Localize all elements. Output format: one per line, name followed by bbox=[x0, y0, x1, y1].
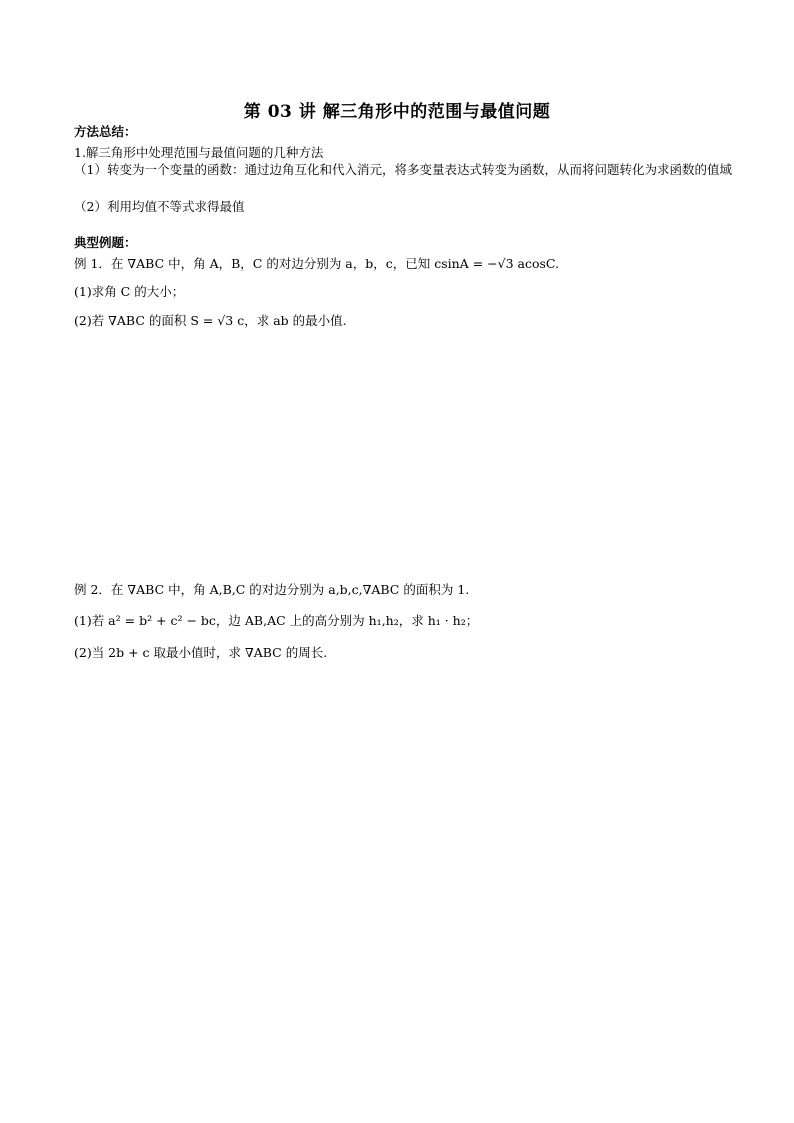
document-title: 第 03 讲 解三角形中的范围与最值问题 bbox=[243, 102, 551, 122]
examples-heading: 典型例题： bbox=[74, 235, 137, 250]
summary-heading: 方法总结： bbox=[74, 124, 137, 139]
example-2-question-2: (2)当 2b + c 取最小值时，求 ∇ABC 的周长. bbox=[74, 645, 328, 660]
example-1-question-1: (1)求角 C 的大小； bbox=[74, 284, 185, 299]
method-1: （1）转变为一个变量的函数：通过边角互化和代入消元，将多变量表达式转变为函数，从而将问题转化为求函数的值域 bbox=[74, 162, 732, 177]
example-1-question-2: (2)若 ∇ABC 的面积 S = √3 c，求 ab 的最小值. bbox=[74, 313, 347, 328]
example-2-stem: 例 2．在 ∇ABC 中，角 A,B,C 的对边分别为 a,b,c,∇ABC 的面积为 1. bbox=[74, 582, 470, 597]
example-2-question-1: (1)若 a² = b² + c² − bc，边 AB,AC 上的高分别为 h₁,h₂，求 h₁ · h₂； bbox=[74, 613, 479, 628]
example-1-stem: 例 1．在 ∇ABC 中，角 A，B，C 的对边分别为 a，b，c，已知 csinA = −√3 acosC. bbox=[74, 256, 559, 271]
method-2: （2）利用均值不等式求得最值 bbox=[74, 199, 245, 214]
method-intro: 1.解三角形中处理范围与最值问题的几种方法 bbox=[74, 145, 324, 160]
